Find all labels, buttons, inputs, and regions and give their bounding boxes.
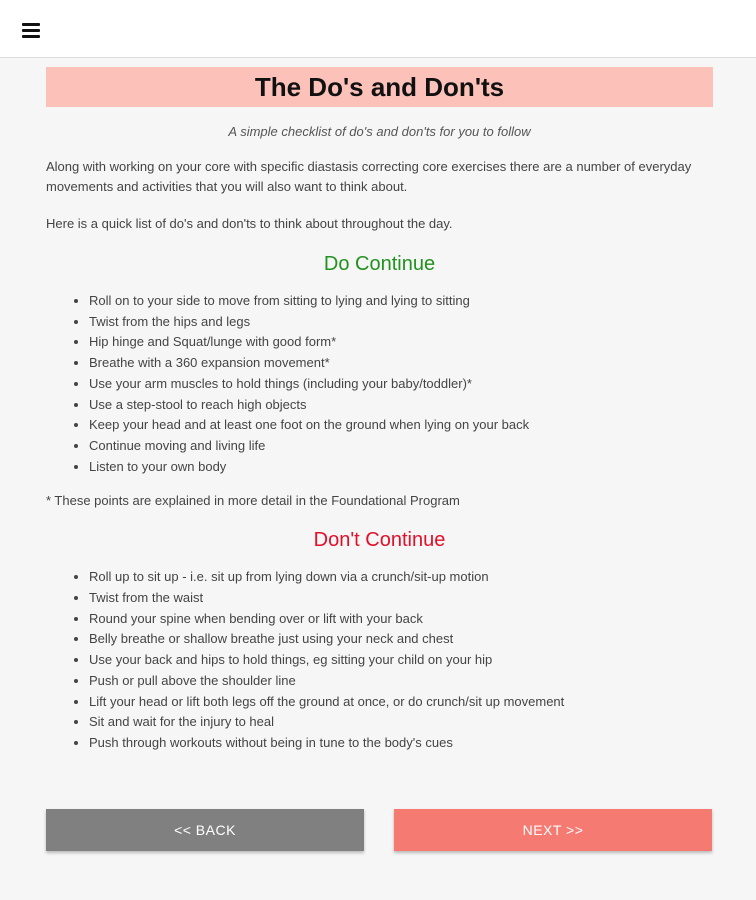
- dont-list: [46, 567, 713, 753]
- next-button[interactable]: NEXT >>: [394, 809, 712, 851]
- list-item: • Listen to your own body: [89, 457, 713, 478]
- back-button[interactable]: << BACK: [46, 809, 364, 851]
- list-item: • Push through workouts without being in tune to the body's cues: [89, 733, 713, 754]
- main-content: [46, 67, 713, 754]
- list-item: • Push or pull above the shoulder line: [89, 671, 713, 692]
- do-list: [46, 291, 713, 477]
- list-item: • Continue moving and living life: [89, 436, 713, 457]
- page-title: The Do's and Don'ts: [254, 71, 505, 102]
- list-item: • Twist from the hips and legs: [89, 312, 713, 333]
- footnote: * These points are explained in more detail in the Foundational Program: [46, 493, 460, 509]
- list-item: • Lift your head or lift both legs off the ground at once, or do crunch/sit up movement: [89, 692, 713, 713]
- hamburger-menu-icon: [22, 23, 40, 38]
- list-item: • Twist from the waist: [89, 588, 713, 609]
- list-item: • Breathe with a 360 expansion movement*: [89, 353, 713, 374]
- title-banner: [46, 67, 713, 107]
- list-item: • Keep your head and at least one foot on the ground when lying on your back: [89, 415, 713, 436]
- menu-button[interactable]: [16, 17, 46, 43]
- list-item: • Round your spine when bending over or lift with your back: [89, 609, 713, 630]
- list-item: • Use your back and hips to hold things, eg sitting your child on your hip: [89, 650, 713, 671]
- list-item: • Roll on to your side to move from sitting to lying and lying to sitting: [89, 291, 713, 312]
- top-app-bar: [0, 0, 756, 58]
- do-continue-heading: Do Continue: [323, 253, 436, 275]
- list-item: • Use your arm muscles to hold things (including your baby/toddler)*: [89, 374, 713, 395]
- list-item: • Belly breathe or shallow breathe just using your neck and chest: [89, 629, 713, 650]
- list-item: • Sit and wait for the injury to heal: [89, 712, 713, 733]
- page-subtitle: A simple checklist of do's and don'ts for you to follow: [228, 124, 531, 139]
- dont-continue-heading: Don't Continue: [313, 529, 446, 552]
- list-item: • Hip hinge and Squat/lunge with good form*: [89, 332, 713, 353]
- list-item: • Roll up to sit up - i.e. sit up from lying down via a crunch/sit-up motion: [89, 567, 713, 588]
- intro-paragraph: Along with working on your core with specific diastasis correcting core exercises there are a number of everyday movements and activities that you will also want to think about.: [46, 159, 692, 194]
- intro-paragraph-2: Here is a quick list of do's and don'ts to think about throughout the day.: [46, 216, 453, 231]
- list-item: • Use a step-stool to reach high objects: [89, 395, 713, 416]
